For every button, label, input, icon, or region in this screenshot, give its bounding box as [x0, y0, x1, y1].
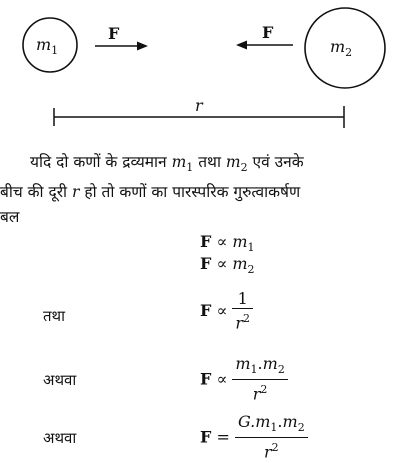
force-label-1: F — [108, 24, 120, 43]
eq4-denominator: $r^2$ — [252, 383, 268, 404]
description-paragraph — [0, 150, 402, 230]
mass-1-label — [36, 35, 58, 57]
eq4-lhs: F — [200, 369, 212, 389]
gravitation-diagram — [0, 0, 418, 140]
para-r: r — [72, 183, 80, 202]
force-label-2: F — [262, 23, 274, 42]
para-text-3: बीच की दूरी — [0, 183, 68, 202]
eq5-equals: = — [216, 427, 230, 447]
equation-2 — [200, 254, 255, 276]
mass-2-label — [330, 37, 352, 59]
para-text-4: हो तो कणों का पारस्परिक गुरुत्वाकर्षण — [84, 183, 301, 202]
eq3-numerator: 1 — [232, 290, 253, 309]
eq2-lhs: F — [200, 254, 212, 273]
eq4-label: अथवा — [43, 371, 77, 389]
paragraph-line-3 — [0, 205, 402, 230]
para-text-2: एवं उनके — [252, 153, 304, 171]
paragraph-line-1 — [30, 150, 402, 180]
paragraph-line-2 — [0, 180, 402, 205]
eq2-rhs: $m_2$ — [232, 254, 255, 277]
force-arrowhead-1 — [137, 42, 148, 51]
distance-label: r — [195, 96, 203, 115]
eq3-denominator: $r^2$ — [235, 312, 251, 333]
para-m2: $m_2$ — [225, 153, 248, 175]
equation-4 — [200, 355, 288, 405]
eq4-numerator: $m_1.m_2$ — [232, 355, 287, 380]
eq5-label: अथवा — [43, 429, 77, 447]
eq4-proportional: ∝ — [216, 369, 228, 389]
eq1-rhs: $m_1$ — [232, 232, 255, 255]
eq3-proportional: ∝ — [216, 301, 228, 321]
eq5-fraction — [235, 413, 308, 463]
eq2-proportional: ∝ — [216, 254, 228, 273]
eq5-numerator: $G.m_1.m_2$ — [235, 413, 308, 438]
equation-1 — [200, 232, 255, 254]
mass-1-symbol: m — [36, 35, 52, 54]
eq1-proportional: ∝ — [216, 232, 228, 251]
force-arrowhead-2 — [236, 41, 247, 50]
para-connector: तथा — [198, 153, 221, 171]
para-m1: $m_1$ — [171, 153, 194, 175]
eq5-denominator: $r^2$ — [263, 441, 279, 462]
eq5-lhs: F — [200, 427, 212, 447]
mass-2-symbol: m — [330, 37, 346, 56]
equation-3 — [200, 290, 253, 333]
eq1-lhs: F — [200, 232, 212, 251]
equation-5 — [200, 413, 308, 463]
mass-1-subscript: 1 — [51, 44, 59, 58]
eq3-lhs: F — [200, 301, 212, 321]
eq3-label: तथा — [43, 307, 66, 325]
para-text-1: यदि दो कणों के द्रव्यमान — [30, 153, 167, 171]
mass-2-subscript: 2 — [345, 46, 353, 60]
para-text-5: बल — [0, 208, 20, 227]
eq4-fraction — [232, 355, 287, 405]
eq3-fraction — [232, 290, 253, 333]
